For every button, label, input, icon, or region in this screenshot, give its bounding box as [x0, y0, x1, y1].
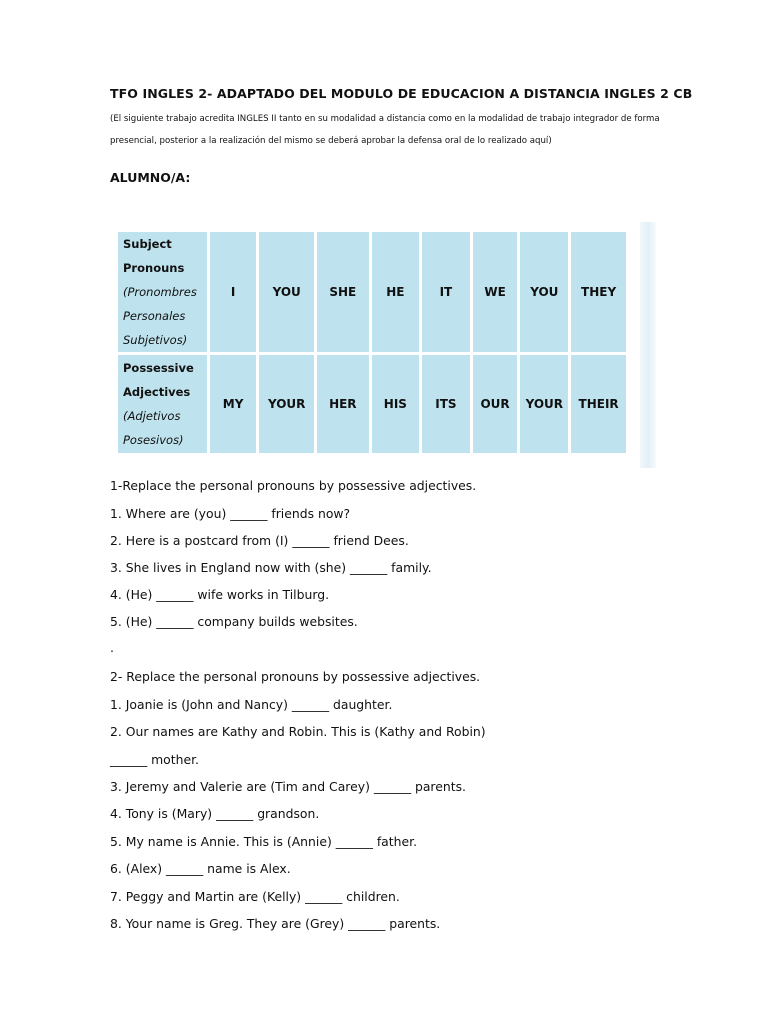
exercise2-item: 2. Our names are Kathy and Robin. This is (Kathy and Robin)	[110, 724, 486, 739]
exercise2-item: 8. Your name is Greg. They are (Grey) ______ parents.	[110, 916, 441, 931]
exercise2-item: 3. Jeremy and Valerie are (Tim and Carey) ______ parents.	[110, 779, 466, 794]
table-cell: YOU	[520, 232, 568, 352]
table-cell: ITS	[422, 355, 470, 453]
row-header-possessive	[118, 355, 207, 453]
pronoun-table-wrap	[118, 232, 632, 457]
row-header-line: Pronouns	[123, 261, 185, 275]
exercise1-item: 1. Where are (you) ______ friends now?	[110, 506, 351, 521]
row-header-sub: Subjetivos)	[123, 333, 188, 347]
row-header-line: Subject	[123, 237, 172, 251]
table-cell: HE	[372, 232, 420, 352]
table-cell: I	[210, 232, 257, 352]
row-header-subject	[118, 232, 207, 352]
table-cell: WE	[473, 232, 518, 352]
table-cell: YOUR	[259, 355, 314, 453]
pronoun-table	[115, 229, 629, 456]
table-cell: IT	[422, 232, 470, 352]
row-header-sub: (Pronombres	[123, 285, 197, 299]
row-header-sub: (Adjetivos	[123, 409, 181, 423]
table-cell: SHE	[317, 232, 369, 352]
table-cell: HER	[317, 355, 369, 453]
row-header-line: Possessive	[123, 361, 194, 375]
student-label: ALUMNO/A:	[110, 170, 191, 185]
row-header-line: Adjectives	[123, 385, 191, 399]
exercise2-item: 6. (Alex) ______ name is Alex.	[110, 861, 291, 876]
table-cell: HIS	[372, 355, 420, 453]
row-header-sub: Posesivos)	[123, 433, 184, 447]
exercise1-item: 4. (He) ______ wife works in Tilburg.	[110, 587, 330, 602]
table-cell: THEIR	[571, 355, 626, 453]
exercise1-item: 5. (He) ______ company builds websites.	[110, 614, 358, 629]
exercise1-item: 3. She lives in England now with (she) ______ family.	[110, 560, 432, 575]
exercise2-item: 5. My name is Annie. This is (Annie) ______ father.	[110, 834, 418, 849]
document-title: TFO INGLES 2- ADAPTADO DEL MODULO DE EDUCACION A DISTANCIA INGLES 2 CB	[110, 86, 693, 101]
table-shadow-edge	[640, 222, 656, 468]
table-cell: THEY	[571, 232, 626, 352]
exercise1-item: 2. Here is a postcard from (I) ______ friend Dees.	[110, 533, 409, 548]
table-cell: YOUR	[520, 355, 568, 453]
exercise1-instruction: 1-Replace the personal pronouns by possessive adjectives.	[110, 478, 477, 493]
row-header-sub: Personales	[123, 309, 186, 323]
note-line-2: presencial, posterior a la realización del mismo se deberá aprobar la defensa oral de lo realizado aquí)	[110, 136, 552, 146]
exercise2-item: 7. Peggy and Martin are (Kelly) ______ children.	[110, 889, 400, 904]
exercise2-item: 4. Tony is (Mary) ______ grandson.	[110, 806, 320, 821]
table-cell: YOU	[259, 232, 314, 352]
table-cell: MY	[210, 355, 257, 453]
exercise2-instruction: 2- Replace the personal pronouns by possessive adjectives.	[110, 669, 481, 684]
note-line-1: (El siguiente trabajo acredita INGLES II tanto en su modalidad a distancia como en la modalidad de trabajo integrador de forma	[110, 114, 660, 124]
exercise2-item: ______ mother.	[110, 752, 199, 767]
separator-dot: .	[110, 640, 114, 655]
exercise2-item: 1. Joanie is (John and Nancy) ______ daughter.	[110, 697, 393, 712]
table-row-possessive	[118, 355, 626, 453]
table-cell: OUR	[473, 355, 518, 453]
table-row-subject	[118, 232, 626, 352]
